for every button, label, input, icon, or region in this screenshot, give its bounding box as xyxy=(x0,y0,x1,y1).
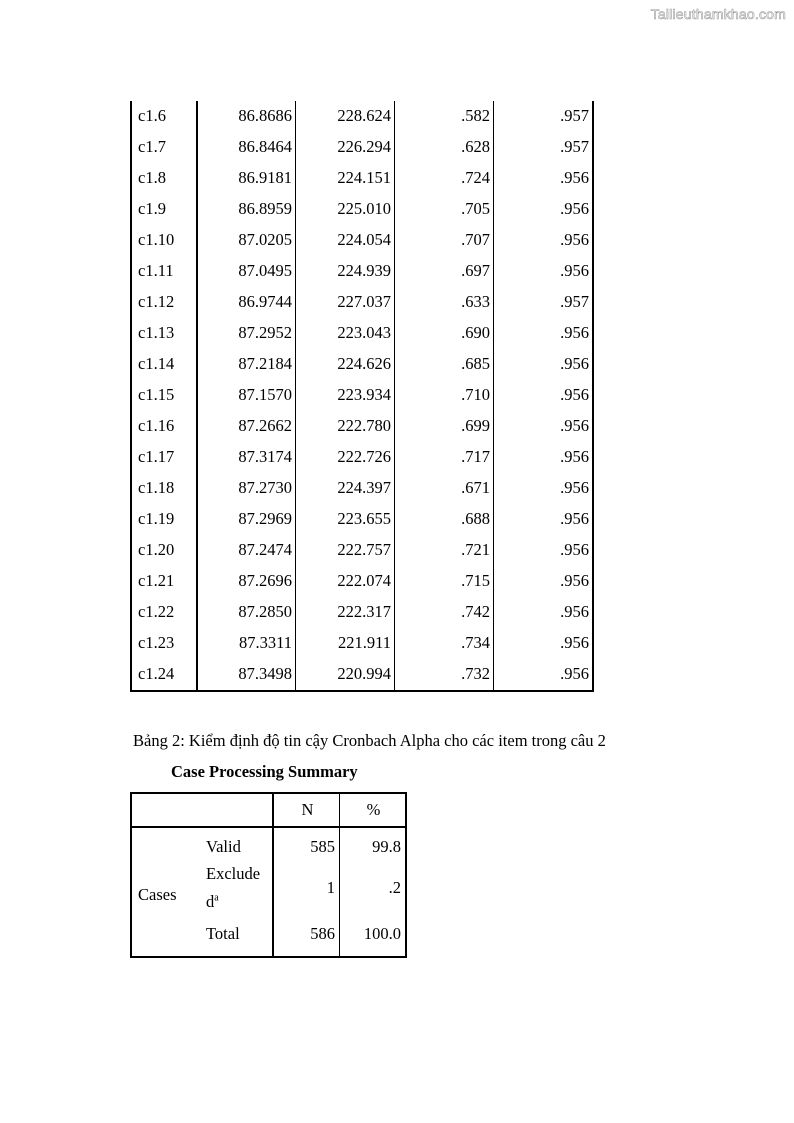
scale-mean-if-deleted: 86.8686 xyxy=(197,101,296,132)
table-row xyxy=(131,132,593,163)
corrected-item-total-correlation: .671 xyxy=(395,473,494,504)
table-caption: Bảng 2: Kiểm định độ tin cậy Cronbach Alpha cho các item trong câu 2 xyxy=(133,731,606,750)
item-name: c1.18 xyxy=(131,473,197,504)
scale-variance-if-deleted: 222.757 xyxy=(296,535,395,566)
scale-mean-if-deleted: 87.2969 xyxy=(197,504,296,535)
table-row xyxy=(131,535,593,566)
alpha-if-deleted: .956 xyxy=(494,256,594,287)
excluded-percent: .2 xyxy=(340,860,407,916)
item-name: c1.14 xyxy=(131,349,197,380)
table-row xyxy=(131,473,593,504)
scale-variance-if-deleted: 224.151 xyxy=(296,163,395,194)
corrected-item-total-correlation: .685 xyxy=(395,349,494,380)
item-name: c1.10 xyxy=(131,225,197,256)
alpha-if-deleted: .956 xyxy=(494,659,594,691)
scale-variance-if-deleted: 226.294 xyxy=(296,132,395,163)
item-total-statistics-table xyxy=(130,101,594,692)
table-row xyxy=(131,659,593,691)
table-row xyxy=(131,380,593,411)
item-name: c1.24 xyxy=(131,659,197,691)
corrected-item-total-correlation: .705 xyxy=(395,194,494,225)
corrected-item-total-correlation: .721 xyxy=(395,535,494,566)
corrected-item-total-correlation: .697 xyxy=(395,256,494,287)
header-blank-cell xyxy=(131,793,273,827)
summary-title: Case Processing Summary xyxy=(171,762,358,781)
summary-row-valid xyxy=(131,827,406,860)
table-row xyxy=(131,163,593,194)
header-n: N xyxy=(273,793,340,827)
scale-variance-if-deleted: 224.939 xyxy=(296,256,395,287)
scale-mean-if-deleted: 87.2952 xyxy=(197,318,296,349)
corrected-item-total-correlation: .732 xyxy=(395,659,494,691)
table-row xyxy=(131,442,593,473)
scale-mean-if-deleted: 87.3311 xyxy=(197,628,296,659)
scale-variance-if-deleted: 222.726 xyxy=(296,442,395,473)
scale-mean-if-deleted: 86.8464 xyxy=(197,132,296,163)
scale-mean-if-deleted: 86.9181 xyxy=(197,163,296,194)
scale-variance-if-deleted: 227.037 xyxy=(296,287,395,318)
scale-variance-if-deleted: 228.624 xyxy=(296,101,395,132)
item-name: c1.22 xyxy=(131,597,197,628)
alpha-if-deleted: .956 xyxy=(494,225,594,256)
scale-mean-if-deleted: 87.0495 xyxy=(197,256,296,287)
corrected-item-total-correlation: .724 xyxy=(395,163,494,194)
corrected-item-total-correlation: .633 xyxy=(395,287,494,318)
alpha-if-deleted: .957 xyxy=(494,132,594,163)
corrected-item-total-correlation: .699 xyxy=(395,411,494,442)
table-row xyxy=(131,101,593,132)
table-row xyxy=(131,349,593,380)
scale-variance-if-deleted: 223.655 xyxy=(296,504,395,535)
scale-mean-if-deleted: 87.3174 xyxy=(197,442,296,473)
item-name: c1.12 xyxy=(131,287,197,318)
scale-variance-if-deleted: 223.043 xyxy=(296,318,395,349)
row-label-valid: Valid xyxy=(200,827,273,860)
scale-variance-if-deleted: 224.626 xyxy=(296,349,395,380)
scale-variance-if-deleted: 220.994 xyxy=(296,659,395,691)
item-name: c1.7 xyxy=(131,132,197,163)
item-name: c1.8 xyxy=(131,163,197,194)
scale-variance-if-deleted: 225.010 xyxy=(296,194,395,225)
corrected-item-total-correlation: .742 xyxy=(395,597,494,628)
table-row xyxy=(131,318,593,349)
table-row xyxy=(131,504,593,535)
item-name: c1.13 xyxy=(131,318,197,349)
watermark: Tailieuthamkhao.com xyxy=(650,6,786,22)
total-percent: 100.0 xyxy=(340,916,407,957)
corrected-item-total-correlation: .710 xyxy=(395,380,494,411)
scale-variance-if-deleted: 222.074 xyxy=(296,566,395,597)
total-n: 586 xyxy=(273,916,340,957)
item-name: c1.23 xyxy=(131,628,197,659)
alpha-if-deleted: .956 xyxy=(494,411,594,442)
item-name: c1.15 xyxy=(131,380,197,411)
scale-mean-if-deleted: 86.9744 xyxy=(197,287,296,318)
table-row xyxy=(131,256,593,287)
item-name: c1.19 xyxy=(131,504,197,535)
corrected-item-total-correlation: .688 xyxy=(395,504,494,535)
scale-mean-if-deleted: 87.2662 xyxy=(197,411,296,442)
item-name: c1.20 xyxy=(131,535,197,566)
alpha-if-deleted: .956 xyxy=(494,535,594,566)
scale-variance-if-deleted: 222.317 xyxy=(296,597,395,628)
alpha-if-deleted: .957 xyxy=(494,287,594,318)
alpha-if-deleted: .956 xyxy=(494,194,594,225)
item-name: c1.11 xyxy=(131,256,197,287)
table-row xyxy=(131,597,593,628)
corrected-item-total-correlation: .707 xyxy=(395,225,494,256)
corrected-item-total-correlation: .717 xyxy=(395,442,494,473)
scale-variance-if-deleted: 224.054 xyxy=(296,225,395,256)
item-name: c1.17 xyxy=(131,442,197,473)
valid-percent: 99.8 xyxy=(340,827,407,860)
table-row xyxy=(131,287,593,318)
row-label-excluded xyxy=(200,860,273,916)
scale-mean-if-deleted: 87.2850 xyxy=(197,597,296,628)
alpha-if-deleted: .956 xyxy=(494,380,594,411)
table-row xyxy=(131,194,593,225)
table-row xyxy=(131,566,593,597)
alpha-if-deleted: .957 xyxy=(494,101,594,132)
scale-mean-if-deleted: 87.1570 xyxy=(197,380,296,411)
alpha-if-deleted: .956 xyxy=(494,442,594,473)
excluded-label-line2: d xyxy=(206,892,215,911)
corrected-item-total-correlation: .628 xyxy=(395,132,494,163)
item-name: c1.9 xyxy=(131,194,197,225)
row-label-total: Total xyxy=(200,916,273,957)
alpha-if-deleted: .956 xyxy=(494,628,594,659)
footnote-marker: a xyxy=(214,892,219,904)
item-name: c1.16 xyxy=(131,411,197,442)
scale-mean-if-deleted: 87.2730 xyxy=(197,473,296,504)
scale-mean-if-deleted: 87.0205 xyxy=(197,225,296,256)
excluded-n: 1 xyxy=(273,860,340,916)
scale-variance-if-deleted: 224.397 xyxy=(296,473,395,504)
table-row xyxy=(131,628,593,659)
table-row xyxy=(131,411,593,442)
scale-mean-if-deleted: 86.8959 xyxy=(197,194,296,225)
summary-header-row xyxy=(131,793,406,827)
excluded-label-line1: Exclude xyxy=(206,864,261,883)
alpha-if-deleted: .956 xyxy=(494,597,594,628)
scale-variance-if-deleted: 223.934 xyxy=(296,380,395,411)
scale-variance-if-deleted: 221.911 xyxy=(296,628,395,659)
header-percent: % xyxy=(340,793,407,827)
scale-variance-if-deleted: 222.780 xyxy=(296,411,395,442)
alpha-if-deleted: .956 xyxy=(494,566,594,597)
scale-mean-if-deleted: 87.2696 xyxy=(197,566,296,597)
alpha-if-deleted: .956 xyxy=(494,318,594,349)
alpha-if-deleted: .956 xyxy=(494,504,594,535)
alpha-if-deleted: .956 xyxy=(494,473,594,504)
scale-mean-if-deleted: 87.3498 xyxy=(197,659,296,691)
cases-label: Cases xyxy=(131,827,200,957)
corrected-item-total-correlation: .734 xyxy=(395,628,494,659)
corrected-item-total-correlation: .690 xyxy=(395,318,494,349)
alpha-if-deleted: .956 xyxy=(494,349,594,380)
item-name: c1.6 xyxy=(131,101,197,132)
scale-mean-if-deleted: 87.2474 xyxy=(197,535,296,566)
table-row xyxy=(131,225,593,256)
alpha-if-deleted: .956 xyxy=(494,163,594,194)
valid-n: 585 xyxy=(273,827,340,860)
item-name: c1.21 xyxy=(131,566,197,597)
corrected-item-total-correlation: .715 xyxy=(395,566,494,597)
scale-mean-if-deleted: 87.2184 xyxy=(197,349,296,380)
corrected-item-total-correlation: .582 xyxy=(395,101,494,132)
case-processing-summary-table xyxy=(130,792,407,958)
